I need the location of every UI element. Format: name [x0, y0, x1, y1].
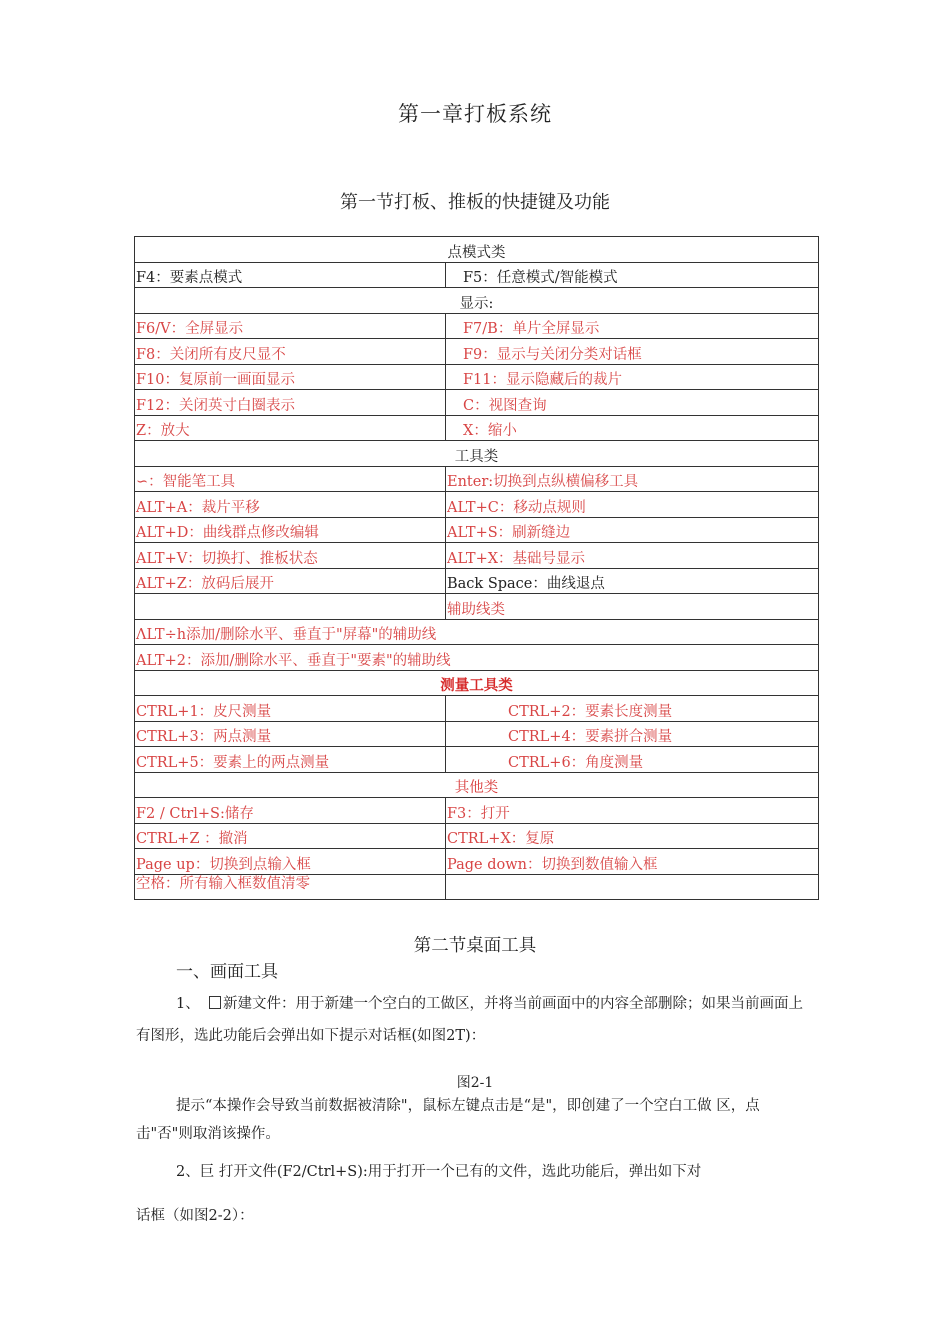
table-cell: CTRL+2：要素长度测量 [446, 696, 819, 722]
table-cell: CTRL+6：角度测量 [446, 747, 819, 773]
subsection-title: 一、画面工具 [176, 962, 278, 982]
table-cell-empty [446, 874, 819, 900]
table-cell: ALT+X：基础号显示 [446, 543, 819, 569]
table-cell: CTRL+5：要素上的两点测量 [135, 747, 446, 773]
table-cell: ALT+V：切换打、推板状态 [135, 543, 446, 569]
paragraph: 2、巨 打开文件(F2/Ctrl+S):用于打开一个已有的文件，选此功能后，弹出如下对 [176, 1164, 702, 1180]
shortcut-table [134, 236, 819, 900]
table-cell: Enter:切换到点纵横偏移工具 [446, 466, 819, 492]
table-cell: CTRL+3：两点测量 [135, 721, 446, 747]
table-cell: F11：显示隐藏后的裁片 [446, 364, 819, 390]
chapter-title: 第一章打板系统 [398, 102, 552, 126]
table-header: 点模式类 [135, 237, 819, 263]
table-cell: F9：显示与关闭分类对话框 [446, 339, 819, 365]
section-title: 第一节打板、推板的快捷键及功能 [340, 192, 610, 213]
table-cell: ΛLT÷h添加/删除水平、垂直于"屏幕"的辅助线 [135, 619, 819, 645]
new-file-icon [209, 996, 221, 1009]
table-cell: C：视图查询 [446, 390, 819, 416]
table-header: 辅助线类 [446, 594, 819, 620]
table-cell: F12：关闭英寸白圈表示 [135, 390, 446, 416]
paragraph [136, 988, 816, 1052]
table-cell: CTRL+Z ：撤消 [135, 823, 446, 849]
table-header: 显示: [135, 288, 819, 314]
table-cell: ∽：智能笔工具 [135, 466, 446, 492]
table-cell: Page down：切换到数值输入框 [446, 849, 819, 875]
table-cell: F4：要素点模式 [135, 262, 446, 288]
table-cell: ALT+A：裁片平移 [135, 492, 446, 518]
table-cell: ALT+2：添加/删除水平、垂直于"要素"的辅助线 [135, 645, 819, 671]
table-cell: F3：打开 [446, 798, 819, 824]
table-cell: F5：任意模式/智能模式 [446, 262, 819, 288]
table-cell-empty [135, 594, 446, 620]
table-cell: X：缩小 [446, 415, 819, 441]
table-cell: F6/V：全屏显示 [135, 313, 446, 339]
paragraph-text: 新建文件：用于新建一个空白的工做区，并将当前画面中的内容全部删除；如果当前画面上有图形，选此功能后会弹出如下提示对话框(如图2T)： [136, 996, 803, 1044]
table-cell: ALT+S：刷新缝边 [446, 517, 819, 543]
table-header: 其他类 [135, 772, 819, 798]
table-cell: CTRL+1：皮尺测量 [135, 696, 446, 722]
table-cell: CTRL+X：复原 [446, 823, 819, 849]
paragraph: 话框（如图2-2）： [136, 1208, 254, 1224]
table-cell: Back Space：曲线退点 [446, 568, 819, 594]
table-header: 工具类 [135, 441, 819, 467]
table-cell: F10：复原前一画面显示 [135, 364, 446, 390]
table-cell: Z：放大 [135, 415, 446, 441]
table-cell: ALT+Z：放码后展开 [135, 568, 446, 594]
table-cell: CTRL+4：要素拼合测量 [446, 721, 819, 747]
table-cell: F2 / Ctrl+S:储存 [135, 798, 446, 824]
section-title: 第二节桌面工具 [413, 936, 537, 956]
table-cell: ALT+D：曲线群点修改编辑 [135, 517, 446, 543]
paragraph: 提示“本操作会导致当前数据被清除"，鼠标左键点击是“是"，即创建了一个空白工做 区，点击"否"则取消该操作。 [136, 1098, 760, 1142]
table-cell: F7/B：单片全屏显示 [446, 313, 819, 339]
figure-caption: 图2-1 [456, 1075, 494, 1091]
table-cell: 空格：所有输入框数值清零 [135, 874, 446, 900]
table-header: 测量工具类 [135, 670, 819, 696]
list-number: 1、 [176, 996, 200, 1012]
table-cell: F8：关闭所有皮尺显不 [135, 339, 446, 365]
table-cell: ALT+C：移动点规则 [446, 492, 819, 518]
table-cell: Page up：切换到点输入框 [135, 849, 446, 875]
